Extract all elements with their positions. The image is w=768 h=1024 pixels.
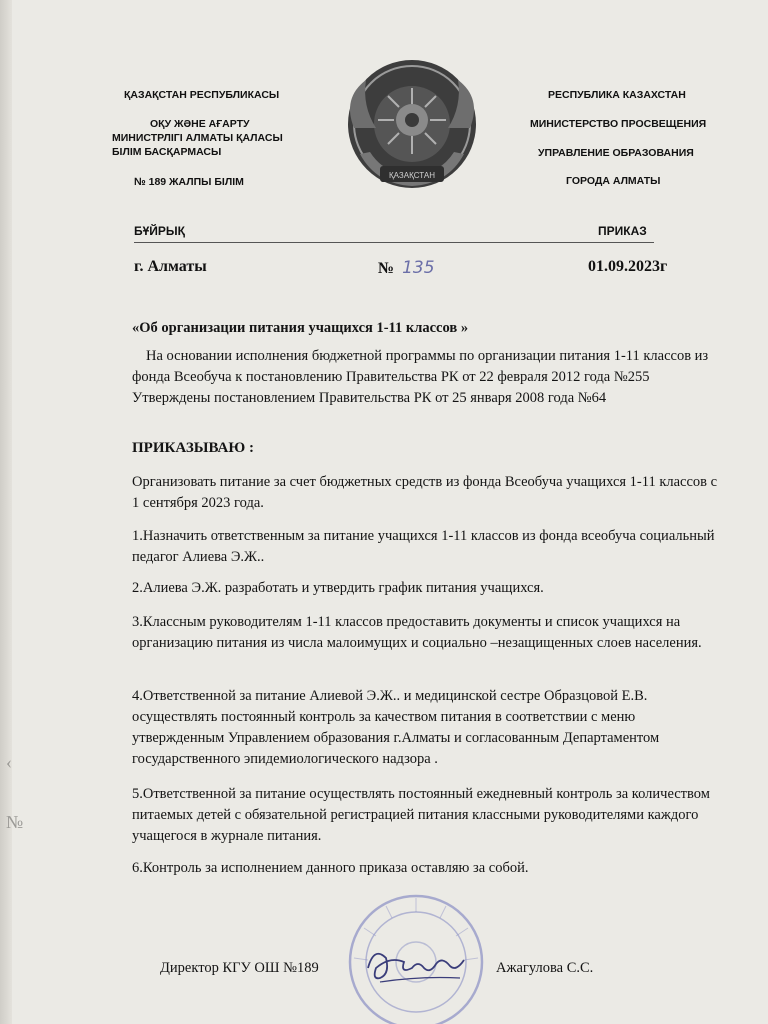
order-type-ru: ПРИКАЗ (598, 224, 647, 238)
order-basis: На основании исполнения бюджетной программы по организации питания 1-11 классов из фонда Всеобуча к постановлению Правительства РК от 22 февраля 2012 года №255 Утверждены постановлением Правительства РК от 25 января 2008 года №64 (132, 348, 709, 406)
header-left-line4: БІЛІМ БАСҚАРМАСЫ (112, 146, 222, 158)
header-left-line1: ҚАЗАҚСТАН РЕСПУБЛИКАСЫ (124, 89, 280, 101)
order-number (378, 258, 435, 278)
order-number-label: № (378, 260, 395, 277)
header-left-line2: ОҚУ ЖӘНЕ АҒАРТУ (150, 118, 250, 130)
bleed-through-mark: № (6, 812, 24, 832)
header-divider (134, 242, 654, 243)
order-item: 2.Алиева Э.Ж. разработать и утвердить график питания учащихся. (132, 580, 544, 596)
order-subject: «Об организации питания учащихся 1-11 классов » (132, 320, 469, 336)
order-word: ПРИКАЗЫВАЮ : (132, 440, 255, 456)
order-type-kz: БҰЙРЫҚ (134, 224, 185, 238)
order-item: 1.Назначить ответственным за питание учащихся 1-11 классов из фонда всеобуча социальный педагог Алиева Э.Ж.. (132, 528, 715, 565)
emblem-text: ҚАЗАҚСТАН (389, 171, 435, 180)
header-left-line3: МИНИСТРЛІГІ АЛМАТЫ ҚАЛАСЫ (112, 132, 283, 144)
order-item: 4.Ответственной за питание Алиевой Э.Ж.. и медицинской сестре Образцовой Е.В. осуществлять постоянный контроль за качеством питания в соответствии с меню утвержденным Управлением образования г.Алматы и согласованным Департаментом государственного эпидемиологического надзора . (132, 688, 660, 767)
city: г. Алматы (134, 258, 207, 275)
order-intro: Организовать питание за счет бюджетных средств из фонда Всеобуча учащихся 1-11 классов с 1 сентября 2023 года. (132, 474, 718, 511)
bleed-through-mark: ‹ (6, 752, 12, 772)
state-emblem-icon (336, 58, 488, 200)
page-edge-shadow (0, 0, 12, 1024)
order-date: 01.09.2023г (588, 258, 668, 275)
signature-name: Ажагулова С.С. (496, 960, 594, 976)
order-number-value: 135 (402, 258, 435, 278)
signature-title: Директор КГУ ОШ №189 (160, 960, 319, 976)
header-right-line3: УПРАВЛЕНИЕ ОБРАЗОВАНИЯ (538, 147, 694, 159)
order-item: 5.Ответственной за питание осуществлять постоянный ежедневный контроль за количеством питаемых детей с обязательной регистрацией питания классными руководителями каждого учащегося в журнале питания. (132, 786, 710, 844)
header-right-line1: РЕСПУБЛИКА КАЗАХСТАН (548, 89, 686, 101)
director-signature (360, 938, 470, 988)
header-left-line5: № 189 ЖАЛПЫ БІЛІМ (134, 176, 244, 188)
order-item: 3.Классным руководителям 1-11 классов предоставить документы и список учащихся на организацию питания из числа малоимущих и социально –незащищенных слоев населения. (132, 614, 702, 651)
order-item: 6.Контроль за исполнением данного приказа оставляю за собой. (132, 860, 529, 876)
header-right-line2: МИНИСТЕРСТВО ПРОСВЕЩЕНИЯ (530, 118, 707, 130)
header-right-line4: ГОРОДА АЛМАТЫ (566, 175, 661, 187)
